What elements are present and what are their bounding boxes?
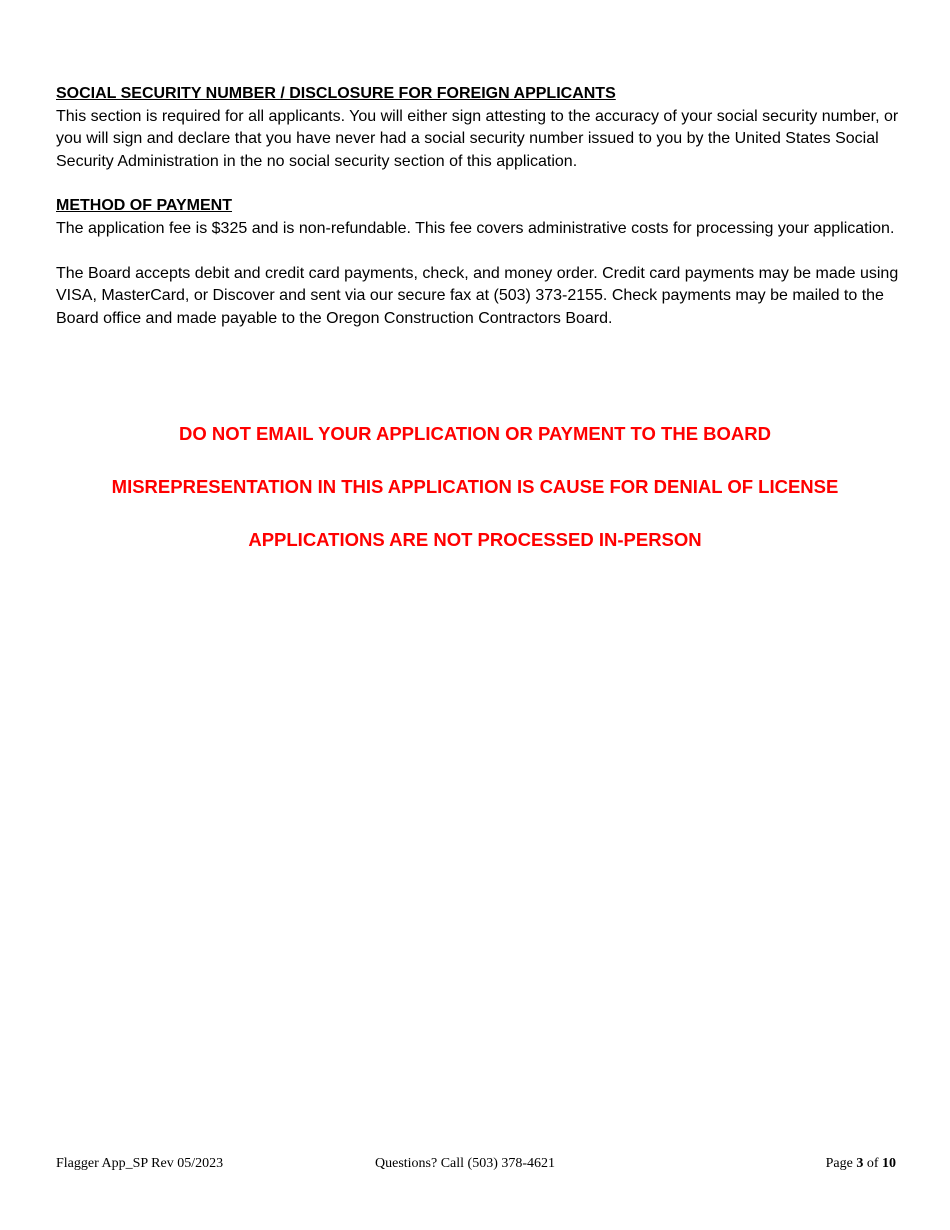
- document-body: [56, 83, 901, 352]
- payment-section: [56, 195, 901, 330]
- footer-questions-phone: Questions? Call (503) 378-4621: [375, 1156, 556, 1171]
- footer-form-id: Flagger App_SP Rev 05/2023: [56, 1156, 224, 1171]
- warning-no-email: DO NOT EMAIL YOUR APPLICATION OR PAYMENT TO THE BOARD: [178, 423, 772, 444]
- payment-section-heading: METHOD OF PAYMENT: [56, 197, 233, 214]
- footer-page-total: 10: [882, 1156, 896, 1171]
- page-footer: [56, 1156, 896, 1176]
- ssn-section: [56, 83, 901, 173]
- footer-page-number: [826, 1156, 896, 1172]
- payment-methods-paragraph: The Board accepts debit and credit card payments, check, and money order. Credit card payments may be made using VISA, MasterCard, or Discover and sent via our secure fax at (503) 373-2155. Check payments may be mailed to the Board office and made payable to the Oregon Construction Contractors Board.: [56, 264, 899, 327]
- warnings-block: [0, 420, 950, 579]
- payment-fee-paragraph: The application fee is $325 and is non-refundable. This fee covers administrative costs for processing your application.: [56, 219, 895, 237]
- warning-no-in-person: APPLICATIONS ARE NOT PROCESSED IN-PERSON: [248, 529, 702, 550]
- footer-page-label: Page: [825, 1156, 853, 1171]
- ssn-section-heading: SOCIAL SECURITY NUMBER / DISCLOSURE FOR FOREIGN APPLICANTS: [56, 85, 616, 102]
- footer-page-current: 3: [856, 1156, 864, 1171]
- footer-page-of: of: [866, 1156, 879, 1171]
- warning-misrepresentation: MISREPRESENTATION IN THIS APPLICATION IS CAUSE FOR DENIAL OF LICENSE: [111, 476, 839, 497]
- ssn-section-paragraph: This section is required for all applicants. You will either sign attesting to the accuracy of your social security number, or you will sign and declare that you have never had a social security number issued to you by the United States Social Security Administration in the no social security section of this application.: [56, 107, 899, 170]
